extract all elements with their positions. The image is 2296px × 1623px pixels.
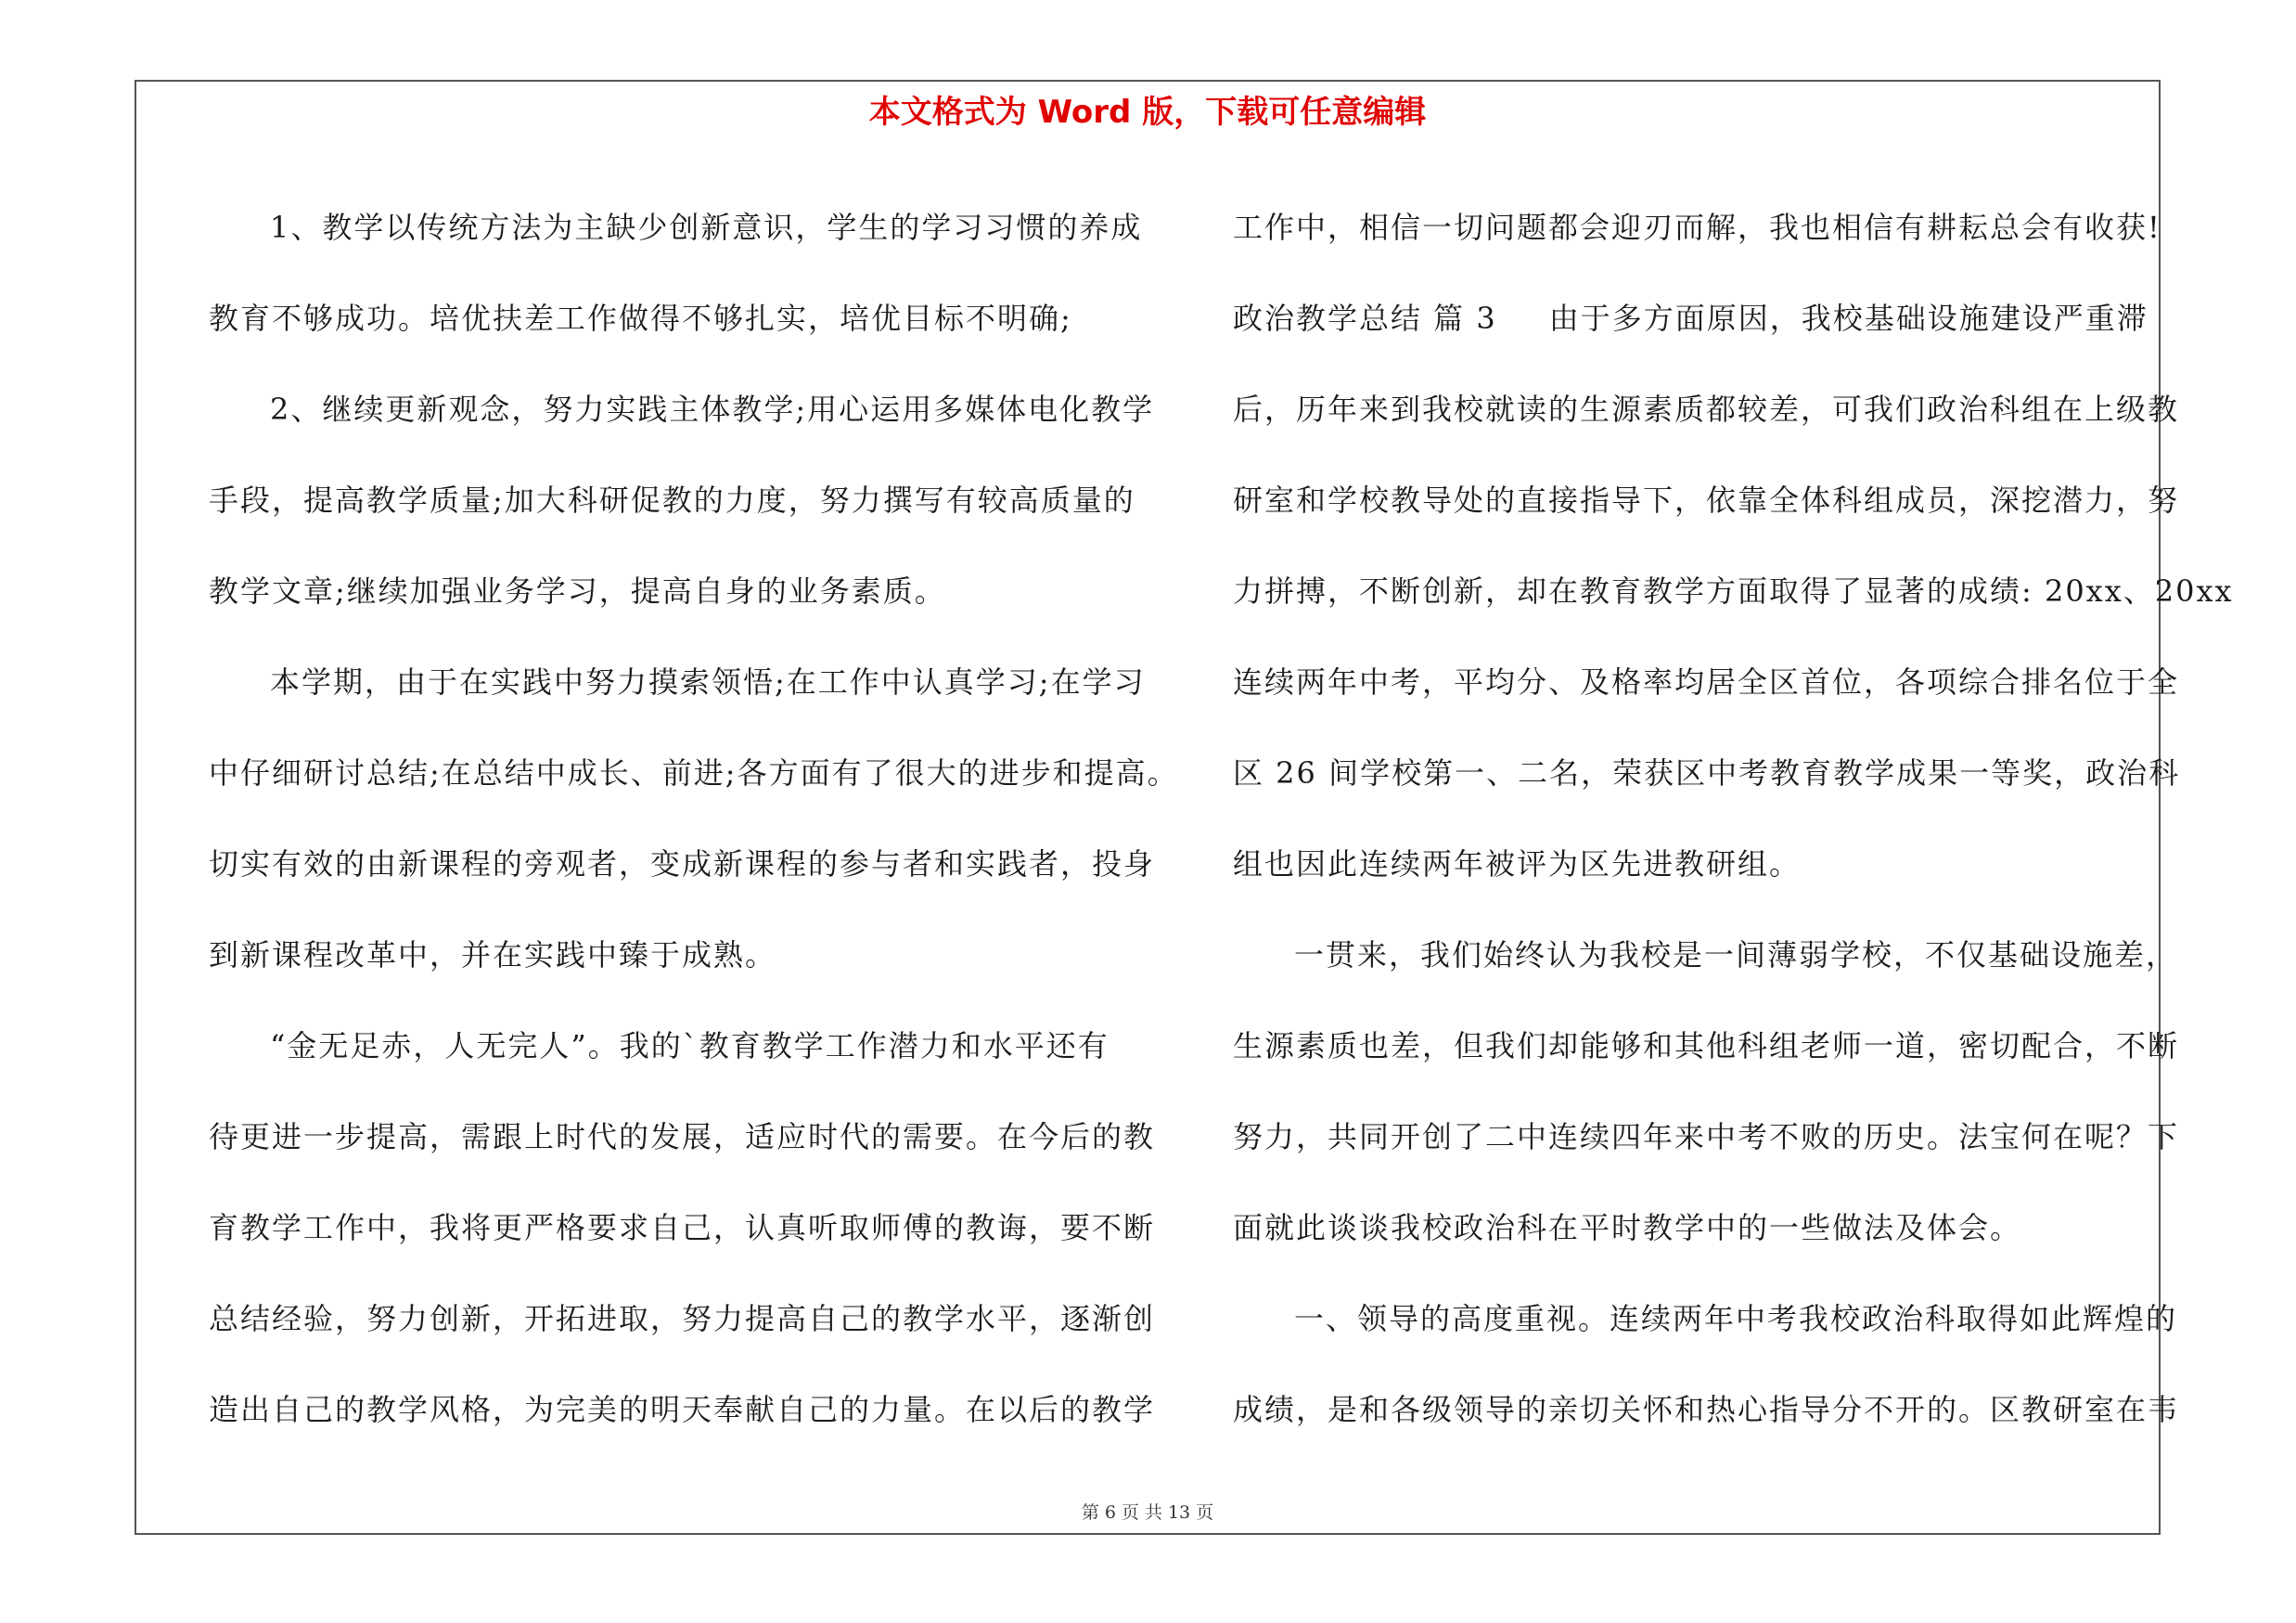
text-line: 切实有效的由新课程的旁观者，变成新课程的参与者和实践者，投身 [209,846,1156,882]
text-line: 一贯来，我们始终认为我校是一间薄弱学校，不仅基础设施差， [1294,937,2178,973]
current-page-number: 6 [1104,1502,1116,1523]
header-banner: 本文格式为 Word 版，下载可任意编辑 [868,94,1427,131]
text-line: 力拼搏，不断创新，却在教育教学方面取得了显著的成绩: 20xx、20xx [1233,573,2234,609]
text-line: 连续两年中考，平均分、及格率均居全区首位，各项综合排名位于全 [1233,664,2180,700]
text-line: 生源素质也差，但我们却能够和其他科组老师一道，密切配合，不断 [1233,1028,2180,1063]
text-line: 成绩，是和各级领导的亲切关怀和热心指导分不开的。区教研室在韦 [1233,1392,2180,1427]
text-line: 中仔细研讨总结;在总结中成长、前进;各方面有了很大的进步和提高。 [209,755,1179,791]
section-text: 由于多方面原因，我校基础设施建设严重滞 [1548,301,2148,336]
text-line: 研室和学校教导处的直接指导下，依靠全体科组成员，深挖潜力，努 [1233,483,2180,518]
page-footer [136,1499,2159,1524]
text-line: 一、领导的高度重视。连续两年中考我校政治科取得如此辉煌的 [1294,1301,2178,1336]
text-line: 工作中，相信一切问题都会迎刃而解，我也相信有耕耘总会有收获! [1233,210,2161,245]
text-line: 后，历年来到我校就读的生源素质都较差，可我们政治科组在上级教 [1233,392,2180,427]
section-heading: 政治教学总结 篇 3 [1233,301,1497,336]
right-column [1233,182,2234,1455]
left-column [209,182,1179,1455]
total-pages-number: 13 [1167,1502,1191,1523]
text-line: 教育不够成功。培优扶差工作做得不够扎实，培优目标不明确; [209,301,1072,336]
text-line: 面就此谈谈我校政治科在平时教学中的一些做法及体会。 [1233,1210,2022,1245]
text-line: 总结经验，努力创新，开拓进取，努力提高自己的教学水平，逐渐创 [209,1301,1156,1336]
text-line: 教学文章;继续加强业务学习，提高自身的业务素质。 [209,573,946,609]
page-frame [135,80,2234,1535]
text-line: 努力，共同开创了二中连续四年来中考不败的历史。法宝何在呢？下 [1233,1119,2180,1154]
text-line: 手段，提高教学质量;加大科研促教的力度，努力撰写有较高质量的 [209,483,1135,518]
footer-suffix: 页 [1196,1502,1214,1523]
text-line: 2、继续更新观念，努力实践主体教学;用心运用多媒体电化教学 [270,392,1155,427]
text-line-with-heading [1233,273,2151,364]
footer-mid: 页 共 [1121,1502,1162,1523]
text-line: 1、教学以传统方法为主缺少创新意识，学生的学习习惯的养成 [270,210,1143,245]
text-line: 育教学工作中，我将更严格要求自己，认真听取师傅的教诲，要不断 [209,1210,1156,1245]
text-line: 本学期，由于在实践中努力摸索领悟;在工作中认真学习;在学习 [270,664,1146,700]
text-line: 区 26 间学校第一、二名，荣获区中考教育教学成果一等奖，政治科 [1233,755,2181,791]
text-line: 造出自己的教学风格，为完美的明天奉献自己的力量。在以后的教学 [209,1392,1156,1427]
text-line: “金无足赤，人无完人”。我的`教育教学工作潜力和水平还有 [270,1028,1110,1063]
text-line: 组也因此连续两年被评为区先进教研组。 [1233,846,1802,882]
footer-prefix: 第 [1081,1502,1099,1523]
text-line: 待更进一步提高，需跟上时代的发展，适应时代的需要。在今后的教 [209,1119,1156,1154]
text-line: 到新课程改革中，并在实践中臻于成熟。 [209,937,777,973]
